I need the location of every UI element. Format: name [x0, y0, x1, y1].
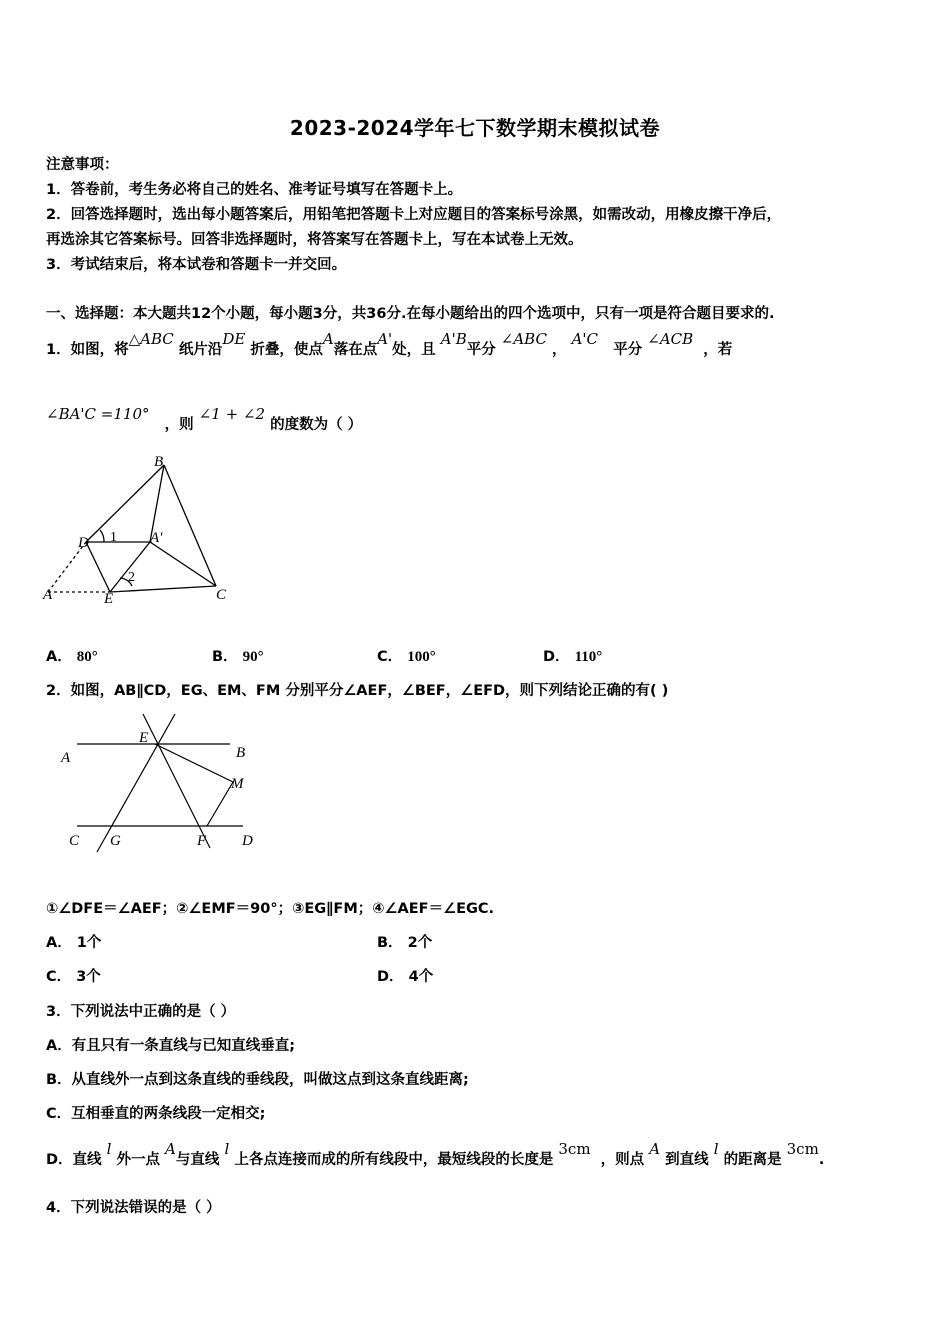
section-heading: 一、选择题：本大题共12个小题，每小题3分，共36分.在每小题给出的四个选项中，只有一项是符合题目要求的. [46, 306, 775, 322]
label-g: G [110, 833, 121, 849]
q1-math-apb: A'B [440, 330, 467, 348]
option-letter: B． [377, 935, 403, 951]
question-2-figure [55, 710, 270, 860]
question-1-stem [46, 330, 733, 359]
q1-text: 1．如图，将 [46, 342, 129, 358]
q2-option-b[interactable] [377, 931, 432, 952]
label-a-prime: A' [150, 530, 163, 546]
q1-math-apc: A'C [571, 330, 599, 348]
notice-item: 1．答卷前，考生务必将自己的姓名、准考证号填写在答题卡上。 [46, 182, 463, 198]
label-a: A [43, 587, 53, 603]
option-value: 90° [242, 649, 264, 665]
option-value: 110° [574, 649, 603, 665]
notice-item: 再选涂其它答案标号。回答非选择题时，将答案写在答题卡上，写在本试卷上无效。 [46, 232, 583, 248]
option-value: 100° [407, 649, 436, 665]
option-letter: D． [543, 649, 570, 665]
notice-heading: 注意事项： [46, 157, 119, 173]
q3-option-a[interactable]: A．有且只有一条直线与已知直线垂直; [46, 1038, 296, 1054]
q3d-math-l: l [713, 1140, 719, 1158]
q3-option-b[interactable]: B．从直线外一点到这条直线的垂线段，叫做这点到这条直线距离; [46, 1072, 469, 1088]
label-e: E [104, 591, 114, 607]
option-value: 3个 [76, 969, 101, 985]
option-letter: A． [46, 649, 72, 665]
q1-math-triangle: △ABC [128, 330, 174, 348]
q1-text: 平分 [466, 342, 496, 358]
label-d: D [242, 833, 253, 849]
q3d-math-3cm: 3cm [558, 1140, 591, 1158]
q1-text: 落在点 [333, 342, 378, 358]
q1-math-a: A [322, 330, 334, 348]
q3d-math-a: A [165, 1140, 176, 1158]
q3d-math-l: l [106, 1140, 112, 1158]
q1-option-a[interactable] [46, 645, 98, 666]
q3d-text: D．直线 [46, 1152, 102, 1168]
label-angle-1: 1 [110, 530, 117, 545]
q2-option-d[interactable] [377, 965, 433, 986]
option-value: 1个 [76, 935, 102, 951]
q3d-text: 到直线 [665, 1152, 709, 1168]
label-c: C [69, 833, 80, 849]
q1-text: ，若 [703, 342, 733, 358]
q1-option-b[interactable] [212, 645, 264, 666]
q1-math-sum: ∠1 + ∠2 [198, 405, 266, 423]
q1-math-abc: ∠ABC [500, 330, 547, 348]
q3d-text: 外一点 [116, 1152, 160, 1168]
q1-math-angle: ∠BA'C =110° [46, 405, 150, 423]
notice-item: 2．回答选择题时，选出每小题答案后，用铅笔把答题卡上对应题目的答案标号涂黑，如需改动，用橡皮擦干净后， [46, 207, 782, 223]
q1-option-c[interactable] [377, 645, 436, 666]
label-a: A [61, 750, 71, 766]
option-letter: A． [46, 935, 72, 951]
question-4-stem: 4．下列说法错误的是（ ） [46, 1200, 221, 1216]
q1-math-de: DE [222, 330, 246, 348]
q3d-math-3cm: 3cm [786, 1140, 819, 1158]
question-2-stem: 2．如图，AB∥CD，EG、EM、FM 分别平分∠AEF，∠BEF，∠EFD，则下列结论正确的有( ) [46, 683, 669, 699]
q3d-text: ，则点 [600, 1152, 645, 1168]
question-2-conclusions: ①∠DFE＝∠AEF；②∠EMF＝90°；③EG∥FM；④∠AEF＝∠EGC. [46, 901, 495, 917]
option-letter: D． [377, 969, 404, 985]
label-c: C [216, 587, 227, 603]
label-b: B [154, 454, 164, 470]
label-angle-2: 2 [128, 570, 135, 585]
option-letter: C． [46, 969, 72, 985]
q3d-math-l: l [224, 1140, 230, 1158]
q3d-text: 上各点连接而成的所有线段中，最短线段的长度是 [234, 1152, 554, 1168]
q1-text: 处，且 [392, 342, 436, 358]
option-value: 80° [76, 649, 98, 665]
q1-math-acb: ∠ACB [647, 330, 694, 348]
q3d-math-a: A [649, 1140, 661, 1158]
notice-item: 3．考试结束后，将本试卷和答题卡一并交回。 [46, 257, 347, 273]
label-m: M [231, 776, 244, 792]
q3-option-c[interactable]: C．互相垂直的两条线段一定相交; [46, 1106, 266, 1122]
option-letter: C． [377, 649, 403, 665]
label-e: E [139, 730, 149, 746]
q2-option-c[interactable] [46, 965, 101, 986]
q1-text: ， [552, 342, 567, 358]
q1-text: 平分 [613, 342, 643, 358]
q1-text: 的度数为（ ） [270, 417, 363, 433]
option-value: 4个 [408, 969, 434, 985]
q3-option-d[interactable] [46, 1140, 825, 1169]
label-f: F [197, 833, 207, 849]
option-value: 2个 [407, 935, 433, 951]
q3d-text: 的距离是 [723, 1152, 782, 1168]
option-letter: B． [212, 649, 238, 665]
q1-text: 折叠，使点 [250, 342, 323, 358]
label-d: D [78, 535, 89, 551]
q3d-text: . [818, 1152, 825, 1168]
question-1-figure [40, 450, 250, 610]
q1-math-aprime: A' [377, 330, 393, 348]
q3d-text: 与直线 [175, 1152, 220, 1168]
q1-text: 纸片沿 [178, 342, 223, 358]
label-b: B [236, 745, 246, 761]
page-title: 2023-2024学年七下数学期末模拟试卷 [289, 116, 661, 140]
question-3-stem: 3．下列说法中正确的是（ ） [46, 1004, 236, 1020]
question-1-stem-cont [46, 405, 363, 434]
q1-option-d[interactable] [543, 645, 602, 666]
q1-text: ，则 [164, 417, 194, 433]
q2-option-a[interactable] [46, 931, 101, 952]
